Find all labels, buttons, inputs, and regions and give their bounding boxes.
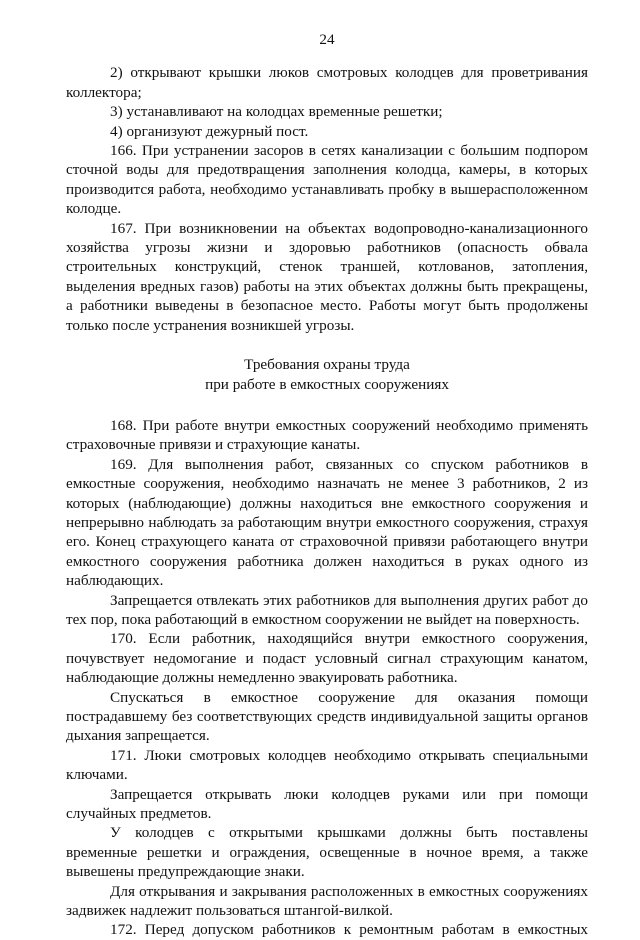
page-number: 24 [319, 31, 335, 48]
paragraph-171-valves: Для открывания и закрывания расположенных в емкостных сооружениях задвижек надлежит пользоваться штангой-вилкой. [66, 882, 588, 920]
paragraph-169-prohibition: Запрещается отвлекать этих работников для выполнения других работ до тех пор, пока работающий в емкостном сооружении не выйдет на поверхность. [66, 591, 588, 628]
paragraph-171-fencing: У колодцев с открытыми крышками должны быть поставлены временные решетки и ограждения, освещенные в ночное время, а также вывешены предупреждающие знаки. [66, 824, 588, 881]
paragraph-168: 168. При работе внутри емкостных сооружений необходимо применять страховочные привязи и страхующие канаты. [66, 416, 588, 454]
paragraph-item-3: 3) устанавливают на колодцах временные решетки; [110, 103, 443, 121]
paragraph-171-prohibition: Запрещается открывать люки колодцев руками или при помощи случайных предметов. [66, 785, 588, 823]
section-heading-line2: при работе в емкостных сооружениях [205, 375, 449, 393]
paragraph-172: 172. Перед допуском работников к ремонтным работам в емкостных [110, 921, 588, 939]
paragraph-170-rescue: Спускаться в емкостное сооружение для оказания помощи пострадавшему без соответствующих средств индивидуальной защиты органов дыхания запрещается. [66, 688, 588, 745]
paragraph-170: 170. Если работник, находящийся внутри емкостного сооружения, почувствует недомогание и подаст условный сигнал страхующим канатом, наблюдающие должны немедленно эвакуировать работника. [66, 630, 588, 687]
paragraph-169: 169. Для выполнения работ, связанных со спуском работников в емкостные сооружения, необходимо назначать не менее 3 работников, 2 из которых (наблюдающие) должны находиться вне емкостного сооружения и непрерывно наблюдать за работающим внутри емкостного сооружения, страхуя его. Конец страхующего каната от страховочной привязи работающего внутри емкостного сооружения работника должен находиться в руках одного из наблюдающих. [66, 455, 588, 590]
document-page [66, 30, 588, 940]
paragraph-166: 166. При устранении засоров в сетях канализации с большим подпором сточной воды для предотвращения заполнения колодца, камеры, в которых производится работа, необходимо устанавливать пробку в вышерасположенном колодце. [66, 142, 588, 218]
paragraph-171: 171. Люки смотровых колодцев необходимо открывать специальными ключами. [66, 746, 588, 784]
paragraph-item-4: 4) организуют дежурный пост. [110, 122, 309, 140]
section-heading-line1: Требования охраны труда [244, 356, 410, 374]
paragraph-item-2: 2) открывают крышки люков смотровых колодцев для проветривания коллектора; [66, 64, 588, 101]
paragraph-167: 167. При возникновении на объектах водопроводно-канализационного хозяйства угрозы жизни и здоровью работников (опасность обвала строительных конструкций, стенок траншей, котлованов, затопления, выделения вредных газов) работы на этих объектах должны быть прекращены, а работники выведены в безопасное место. Работы могут быть продолжены только после устранения возникшей угрозы. [66, 219, 588, 334]
section-heading [66, 355, 588, 394]
